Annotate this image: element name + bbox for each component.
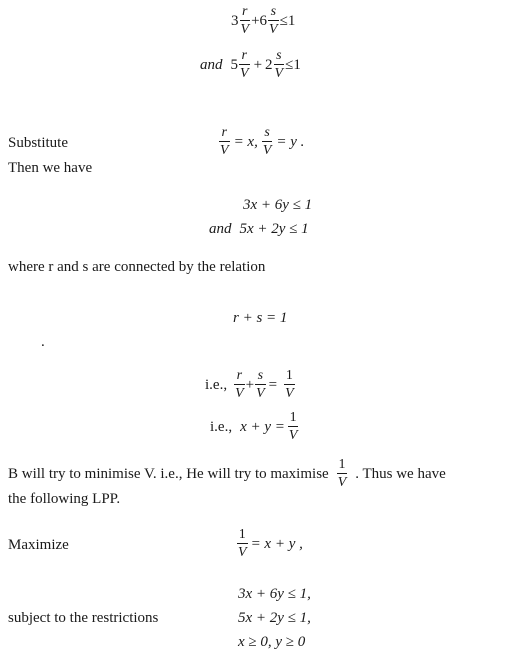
- ie-line-1: [205, 369, 296, 401]
- substitute-label: Substitute: [8, 135, 69, 151]
- x-plus-y: x + y =: [240, 418, 285, 435]
- ie-line-2: [210, 411, 299, 443]
- inequality-xy-2: [209, 221, 309, 238]
- constraint-2: 5x + 2y ≤ 1,: [238, 610, 311, 626]
- plus-sign: +: [253, 56, 263, 73]
- fraction-1-over-v: $\frac{1}{V}$: [337, 457, 347, 490]
- equals-x: = x,: [233, 133, 258, 150]
- objective-rhs: = x + y ,: [250, 535, 303, 552]
- equals-y: = y .: [276, 133, 305, 150]
- objective: [236, 528, 303, 560]
- fraction-1-over-v: $\frac{1}{V}$: [288, 410, 298, 443]
- relation: ≤1: [285, 56, 301, 73]
- inequality-text: 5x + 2y ≤ 1: [239, 221, 309, 237]
- coefficient: 2: [265, 56, 273, 73]
- plus-sign: +: [251, 12, 260, 29]
- b-sentence-start: B will try to minimise V. i.e., He will try to maximise: [8, 465, 329, 482]
- fraction-s-over-v: $\frac{s}{V}$: [269, 4, 278, 37]
- maximize-label: Maximize: [8, 537, 69, 553]
- inequality-xy-1: 3x + 6y ≤ 1: [243, 197, 313, 213]
- fraction-1-over-v: $\frac{1}{V}$: [285, 368, 294, 401]
- lpp-line: the following LPP.: [8, 491, 121, 507]
- ie-word: i.e.,: [210, 418, 233, 435]
- relation-r-plus-s: r + s = 1: [233, 310, 288, 326]
- then-we-have: Then we have: [8, 160, 93, 176]
- fraction-s-over-v: $\frac{s}{V}$: [256, 368, 265, 401]
- equals-sign: =: [268, 376, 278, 393]
- b-sentence-end: . Thus we have: [355, 465, 446, 482]
- fraction-1-over-v: $\frac{1}{V}$: [238, 527, 247, 560]
- inequality-v-2: [200, 49, 301, 81]
- fraction-r-over-v: $\frac{r}{V}$: [220, 125, 229, 158]
- fraction-s-over-v: $\frac{s}{V}$: [274, 48, 284, 81]
- stray-dot: .: [41, 334, 45, 350]
- coefficient: 5: [230, 56, 238, 73]
- and-word: and: [209, 221, 232, 237]
- b-sentence: [8, 458, 446, 490]
- coefficient: 3: [231, 12, 239, 29]
- fraction-s-over-v: $\frac{s}{V}$: [262, 125, 272, 158]
- constraint-1: 3x + 6y ≤ 1,: [238, 586, 311, 602]
- ie-word: i.e.,: [205, 376, 228, 393]
- inequality-v-1: [231, 5, 295, 37]
- coefficient: 6: [259, 12, 268, 29]
- substitution: [218, 126, 304, 158]
- where-text: where r and s are connected by the relation: [8, 259, 266, 275]
- plus-sign: +: [245, 376, 255, 393]
- and-word: and: [200, 56, 223, 73]
- relation: ≤1: [279, 12, 296, 29]
- fraction-r-over-v: $\frac{r}{V}$: [235, 368, 244, 401]
- fraction-r-over-v: $\frac{r}{V}$: [240, 4, 250, 37]
- fraction-r-over-v: $\frac{r}{V}$: [240, 48, 249, 81]
- constraint-3: x ≥ 0, y ≥ 0: [238, 634, 306, 650]
- subject-to-label: subject to the restrictions: [8, 610, 159, 626]
